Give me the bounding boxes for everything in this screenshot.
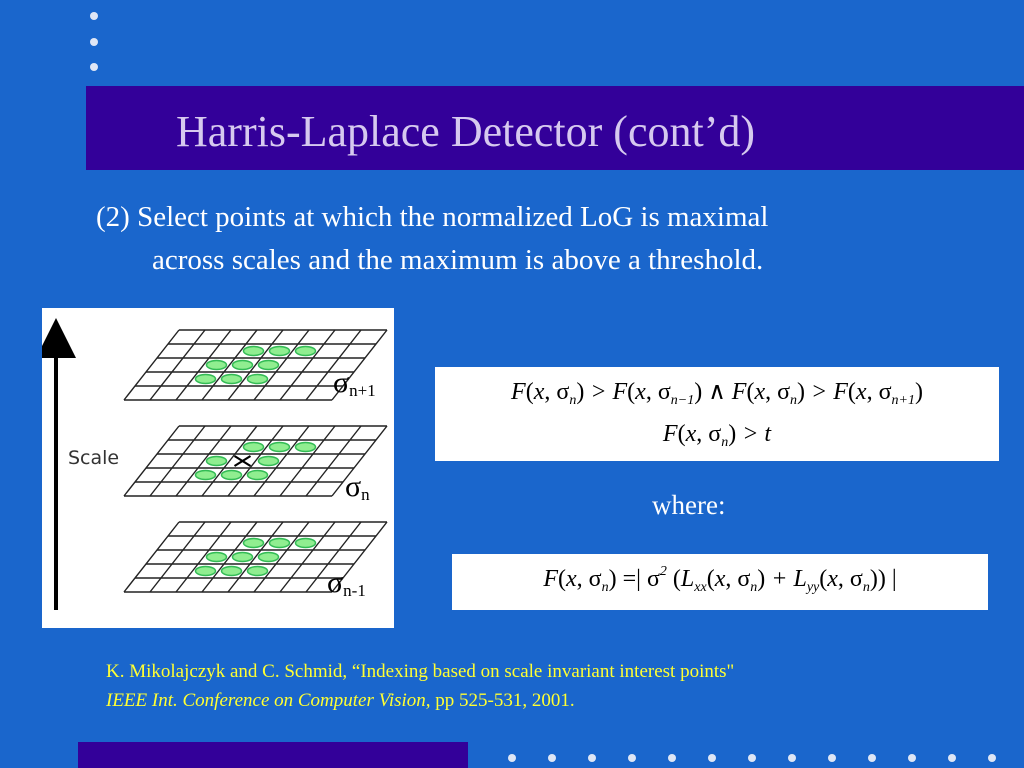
grid-line	[280, 426, 335, 496]
grid-line	[124, 330, 179, 400]
citation-venue: IEEE Int. Conference on Computer Vision,	[106, 690, 431, 711]
citation-line-2	[106, 686, 734, 715]
interest-point-blob	[259, 361, 279, 370]
interest-point-blob	[259, 457, 279, 466]
bullet-line-2: across scales and the maximum is above a threshold.	[152, 244, 764, 276]
selected-point-cross-icon	[235, 456, 251, 466]
scale-axis-label: Scale	[68, 447, 120, 469]
interest-point-blob	[244, 443, 264, 452]
where-label: where:	[652, 490, 726, 520]
definition-formula: F(x, $\sigma_n$) =| $\sigma^2$ ($L_{xx}(x$, $\sigma_n) + L_{yy}(x$, $\sigma_n$)) |	[543, 564, 897, 595]
interest-point-blob	[296, 347, 316, 356]
decor-dot	[708, 754, 716, 762]
decor-dot	[908, 754, 916, 762]
decor-dot	[90, 38, 98, 46]
interest-point-blob	[222, 471, 242, 480]
sigma-n-minus-1-label: $\sigma_{n-1}$	[327, 566, 366, 600]
slide-title: Harris-Laplace Detector (cont’d)	[176, 107, 756, 156]
sigma-n-plus-1-label: $\sigma_{n+1}$	[333, 366, 376, 400]
decor-dot	[668, 754, 676, 762]
bottom-band	[78, 742, 468, 768]
decor-dot	[588, 754, 596, 762]
interest-point-blob	[196, 375, 216, 384]
citation-pages: pp 525-531, 2001.	[430, 690, 575, 711]
interest-point-blob	[248, 471, 268, 480]
citation-line-1: K. Mikolajczyk and C. Schmid, “Indexing based on scale invariant interest points"	[106, 661, 735, 682]
decor-dot	[828, 754, 836, 762]
interest-point-blob	[270, 539, 290, 548]
interest-point-blob	[244, 539, 264, 548]
condition-line-1: F(x, $\sigma_n) > F(x$, $\sigma_{n-1}$) ∧ F(x, $\sigma_n) > F(x$, $\sigma_{n+1}$)	[511, 379, 923, 408]
bullet-line-1: (2) Select points at which the normalized LoG is maximal	[96, 201, 769, 233]
interest-point-blob	[244, 347, 264, 356]
grid-line	[124, 426, 179, 496]
citation	[106, 657, 734, 715]
decor-dot	[748, 754, 756, 762]
interest-point-blob	[248, 375, 268, 384]
condition-line-2: F(x, $\sigma_n) > t$	[662, 421, 772, 450]
interest-point-blob	[270, 443, 290, 452]
maxima-conditions-box	[435, 367, 999, 461]
grid-line	[150, 330, 205, 400]
decor-dot	[868, 754, 876, 762]
interest-point-blob	[196, 567, 216, 576]
grid-line	[150, 426, 205, 496]
interest-point-blob	[233, 361, 253, 370]
interest-point-blob	[270, 347, 290, 356]
bullet-text	[96, 196, 976, 282]
interest-point-blob	[259, 553, 279, 562]
interest-point-blob	[207, 361, 227, 370]
grid-line	[150, 522, 205, 592]
interest-point-blob	[233, 553, 253, 562]
interest-point-blob	[296, 539, 316, 548]
decor-dot	[948, 754, 956, 762]
grid-line	[124, 522, 179, 592]
interest-point-blob	[196, 471, 216, 480]
decor-dot	[90, 12, 98, 20]
interest-point-blob	[207, 457, 227, 466]
decor-dot	[90, 63, 98, 71]
grid-line	[280, 330, 335, 400]
interest-point-blob	[222, 375, 242, 384]
decor-dot	[628, 754, 636, 762]
interest-point-blob	[207, 553, 227, 562]
decor-dot	[988, 754, 996, 762]
decor-dot	[508, 754, 516, 762]
interest-point-blob	[248, 567, 268, 576]
decor-dot	[788, 754, 796, 762]
interest-point-blob	[222, 567, 242, 576]
decor-dot	[548, 754, 556, 762]
normalized-log-definition-box	[452, 554, 988, 610]
interest-point-blob	[296, 443, 316, 452]
sigma-n-label: $\sigma_n$	[345, 470, 370, 504]
